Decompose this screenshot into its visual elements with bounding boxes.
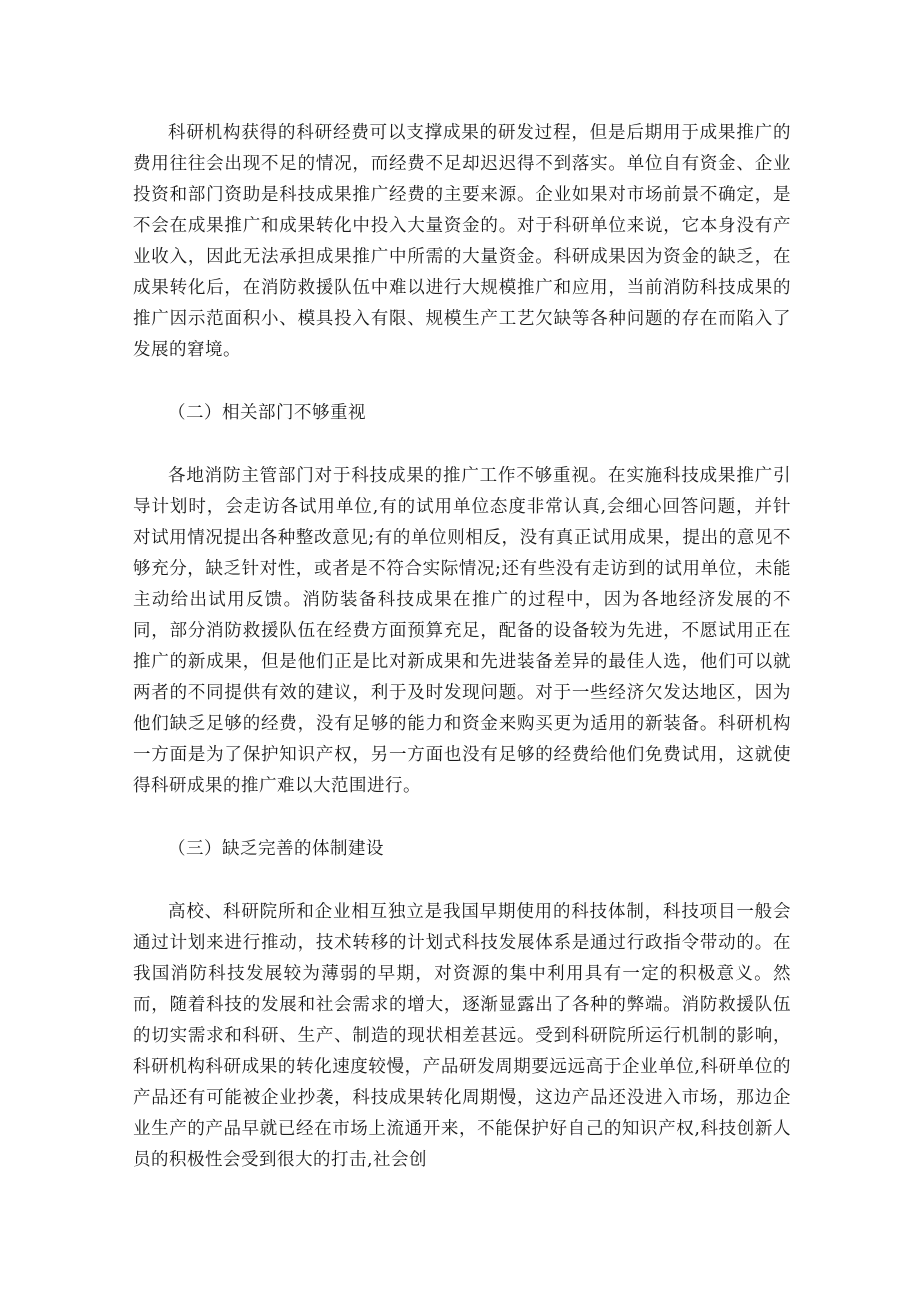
paragraph-funding: 科研机构获得的科研经费可以支撑成果的研发过程，但是后期用于成果推广的费用往往会出现不足的情况，而经费不足却迟迟得不到落实。单位自有资金、企业投资和部门资助是科技成果推广经费的主要来源。企业如果对市场前景不确定，是不会在成果推广和成果转化中投入大量资金的。对于科研单位来说，它本身没有产业收入，因此无法承担成果推广中所需的大量资金。科研成果因为资金的缺乏，在成果转化后，在消防救援队伍中难以进行大规模推广和应用，当前消防科技成果的推广因示范面积小、模具投入有限、规模生产工艺欠缺等各种问题的存在而陷入了发展的窘境。 bbox=[133, 123, 791, 360]
section-heading-3: （三）缺乏完善的体制建设 bbox=[168, 839, 384, 859]
paragraph-spacer bbox=[133, 802, 791, 834]
section-heading-2: （二）相关部门不够重视 bbox=[168, 403, 366, 423]
paragraph-system: 高校、科研院所和企业相互独立是我国早期使用的科技体制，科技项目一般会通过计划来进行推动，技术转移的计划式科技发展体系是通过行政指令带动的。在我国消防科技发展较为薄弱的早期，对资源的集中利用具有一定的积极意义。然而，随着科技的发展和社会需求的增大，逐渐显露出了各种的弊端。消防救援队伍的切实需求和科研、生产、制造的现状相差甚远。受到科研院所运行机制的影响，科研机构科研成果的转化速度较慢，产品研发周期要远远高于企业单位,科研单位的产品还有可能被企业抄袭，科技成果转化周期慢，这边产品还没进入市场，那边企业生产的产品早就已经在市场上流通开来，不能保护好自己的知识产权,科技创新人员的积极性会受到很大的打击,社会创 bbox=[133, 902, 791, 1170]
heading-spacer bbox=[133, 865, 791, 897]
heading-spacer bbox=[133, 429, 791, 461]
paragraph-departments: 各地消防主管部门对于科技成果的推广工作不够重视。在实施科技成果推广引导计划时，会走访各试用单位,有的试用单位态度非常认真,会细心回答问题，并针对试用情况提出各种整改意见;有的单位则相反，没有真正试用成果，提出的意见不够充分，缺乏针对性，或者是不符合实际情况;还有些没有走访到的试用单位，未能主动给出试用反馈。消防装备科技成果在推广的过程中，因为各地经济发展的不同，部分消防救援队伍在经费方面预算充足，配备的设备较为先进，不愿试用正在推广的新成果，但是他们正是比对新成果和先进装备差异的最佳人选，他们可以就两者的不同提供有效的建议，利于及时发现问题。对于一些经济欠发达地区，因为他们缺乏足够的经费，没有足够的能力和资金来购买更为适用的新装备。科研机构一方面是为了保护知识产权，另一方面也没有足够的经费给他们免费试用，这就使得科研成果的推广难以大范围进行。 bbox=[133, 466, 791, 796]
paragraph-spacer bbox=[133, 366, 791, 398]
document-body bbox=[133, 118, 791, 1176]
